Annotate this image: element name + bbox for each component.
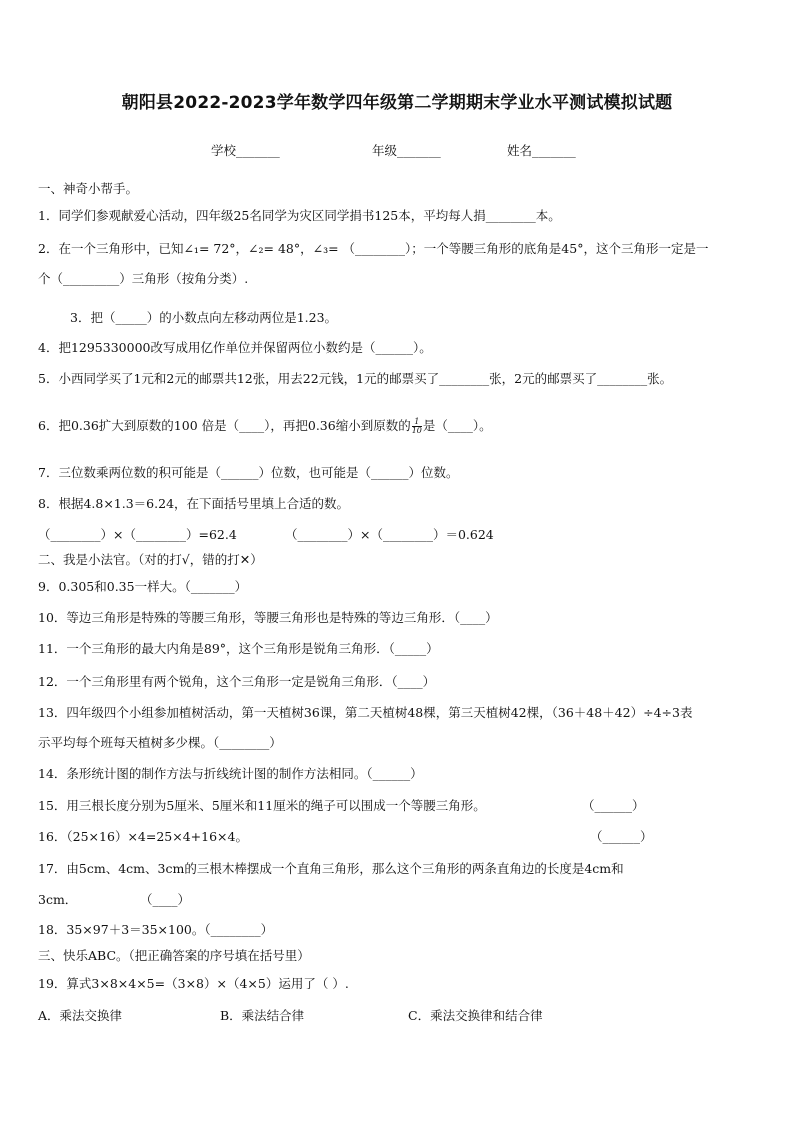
fraction-one-tenth xyxy=(412,418,422,435)
question-12: 12．一个三角形里有两个锐角，这个三角形一定是锐角三角形．（____） xyxy=(38,674,436,689)
question-2-line-1: 2．在一个三角形中，已知∠₁= 72°，∠₂= 48°，∠₃= （________）；一个等腰三角形的底角是45°，这个三角形一定是一 xyxy=(38,241,709,256)
question-3: 3．把（_____）的小数点向左移动两位是1.23。 xyxy=(70,310,338,325)
option-a[interactable]: A．乘法交换律 xyxy=(38,1008,123,1023)
option-c[interactable]: C．乘法交换律和结合律 xyxy=(408,1008,543,1023)
fraction-numerator: 1 xyxy=(414,417,420,426)
question-17-blank: （____） xyxy=(140,892,191,907)
question-8-equation-a: （________）×（________）=62.4 xyxy=(38,527,237,542)
question-19: 19．算式3×8×4×5=（3×8）×（4×5）运用了（ ）. xyxy=(38,976,349,991)
question-4: 4．把1295330000改写成用亿作单位并保留两位小数约是（______）。 xyxy=(38,340,432,355)
section-heading-1: 一、神奇小帮手。 xyxy=(38,181,139,196)
question-6-text-a: 6．把0.36扩大到原数的100 倍是（____），再把0.36缩小到原数的 xyxy=(38,418,411,433)
option-b[interactable]: B．乘法结合律 xyxy=(220,1008,305,1023)
question-6 xyxy=(38,417,492,435)
question-16-blank: （______） xyxy=(590,829,653,844)
page-title: 朝阳县2022-2023学年数学四年级第二学期期末学业水平测试模拟试题 xyxy=(121,93,673,113)
question-17-line-2: 3cm． xyxy=(38,892,78,907)
question-8-equation-b: （________）×（________）＝0.624 xyxy=(285,527,494,542)
grade-field: 年级_______ xyxy=(372,143,441,158)
fraction-denominator: 10 xyxy=(411,426,422,435)
question-13-line-2: 示平均每个班每天植树多少棵。（________） xyxy=(38,735,282,750)
section-heading-2: 二、我是小法官。（对的打√，错的打✕） xyxy=(38,552,263,567)
name-field: 姓名_______ xyxy=(507,143,576,158)
question-7: 7．三位数乘两位数的积可能是（______）位数，也可能是（______）位数。 xyxy=(38,465,459,480)
question-6-text-b: 是（____）。 xyxy=(422,418,492,433)
question-11: 11．一个三角形的最大内角是89°，这个三角形是锐角三角形．（_____） xyxy=(38,641,439,656)
question-9: 9．0.305和0.35一样大。（_______） xyxy=(38,579,248,594)
question-16: 16．（25×16）×4=25×4+16×4。 xyxy=(38,829,248,844)
question-1: 1．同学们参观献爱心活动，四年级25名同学为灾区同学捐书125本，平均每人捐________本。 xyxy=(38,208,561,223)
school-field: 学校_______ xyxy=(211,143,280,158)
question-18: 18．35×97＋3＝35×100。（________） xyxy=(38,922,274,937)
question-8: 8．根据4.8×1.3＝6.24，在下面括号里填上合适的数。 xyxy=(38,496,350,511)
question-17-line-1: 17．由5cm、4cm、3cm的三根木棒摆成一个直角三角形，那么这个三角形的两条直角边的长度是4cm和 xyxy=(38,861,624,876)
section-heading-3: 三、快乐ABC。（把正确答案的序号填在括号里） xyxy=(38,948,310,963)
question-15: 15．用三根长度分别为5厘米、5厘米和11厘米的绳子可以围成一个等腰三角形。 xyxy=(38,798,486,813)
question-10: 10．等边三角形是特殊的等腰三角形，等腰三角形也是特殊的等边三角形．（____） xyxy=(38,610,498,625)
question-15-blank: （______） xyxy=(582,798,645,813)
question-5: 5．小西同学买了1元和2元的邮票共12张，用去22元钱，1元的邮票买了________张，2元的邮票买了________张。 xyxy=(38,371,673,386)
question-14: 14．条形统计图的制作方法与折线统计图的制作方法相同。（______） xyxy=(38,766,423,781)
question-2-line-2: 个（_________）三角形（按角分类）. xyxy=(38,271,249,286)
question-13-line-1: 13．四年级四个小组参加植树活动，第一天植树36课，第二天植树48棵，第三天植树42棵，（36＋48＋42）÷4÷3表 xyxy=(38,705,693,720)
